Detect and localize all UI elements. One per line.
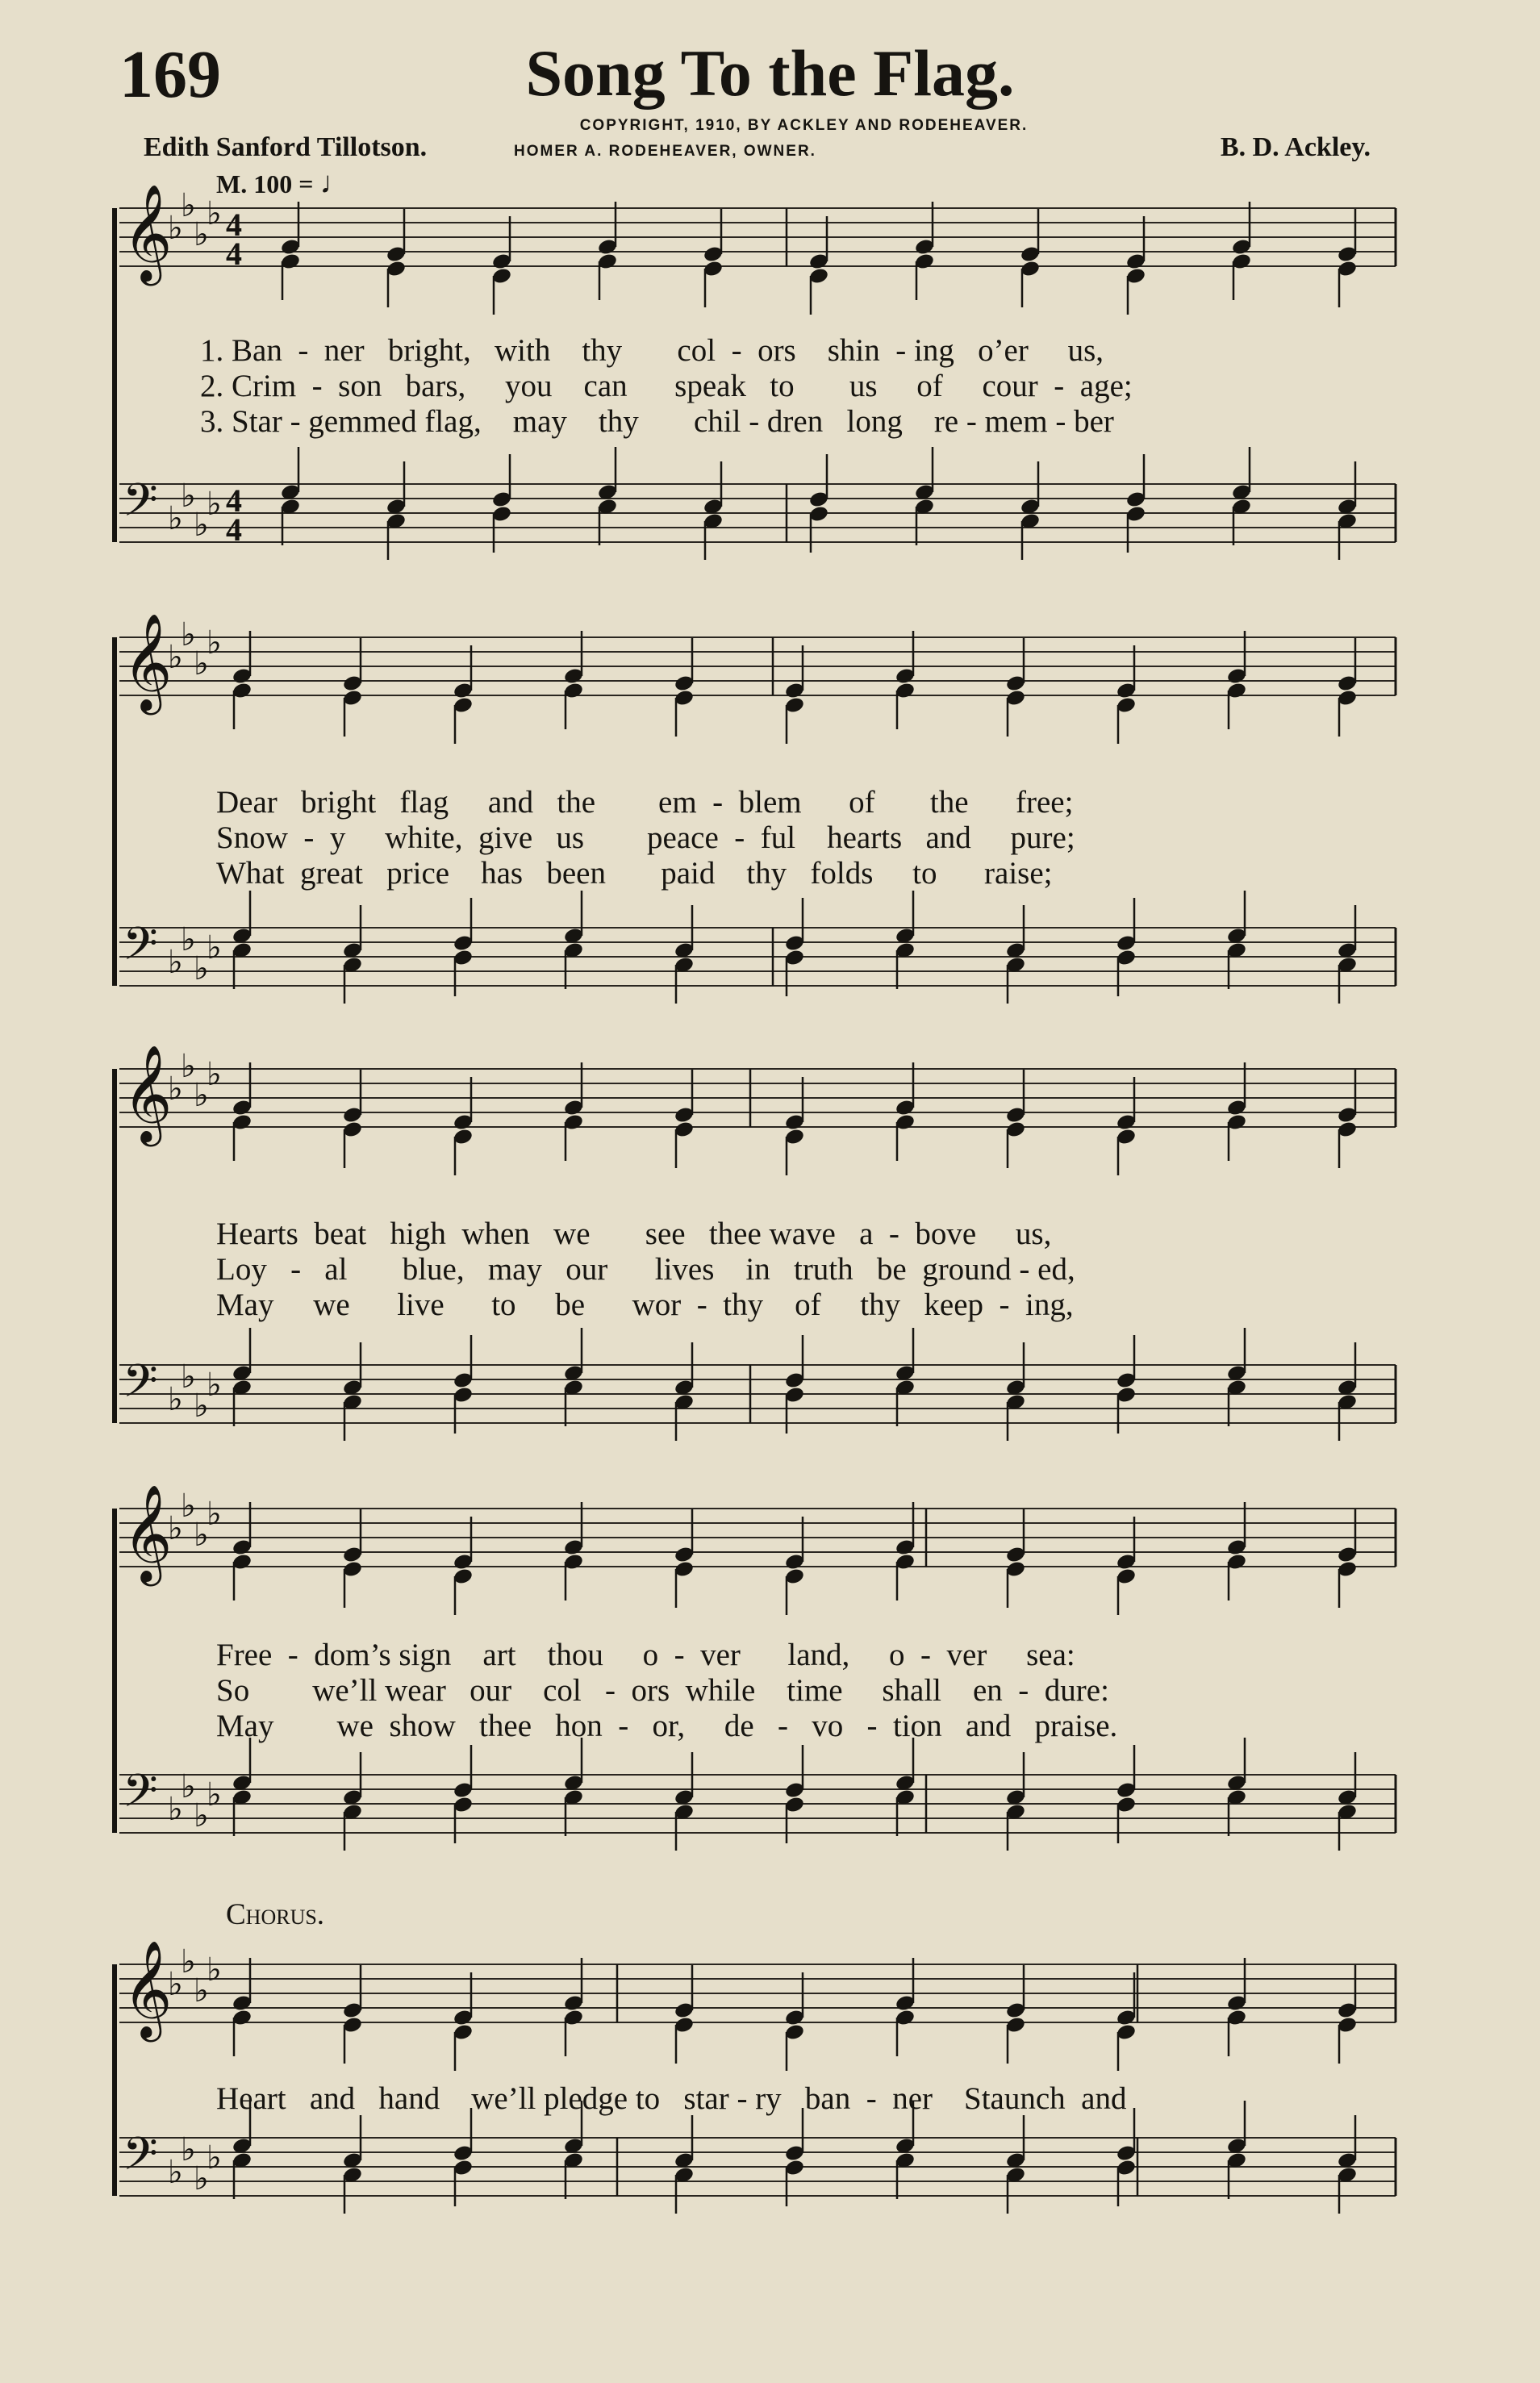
lyricist-name: Edith Sanford Tillotson. <box>144 132 428 162</box>
flat-icon: ♭ <box>168 944 183 981</box>
flat-icon: ♭ <box>207 195 222 232</box>
flat-icon: ♭ <box>207 2139 222 2176</box>
flat-icon: ♭ <box>181 921 196 958</box>
time-signature-bottom: 4 <box>226 236 242 272</box>
flat-icon: ♭ <box>207 1951 222 1989</box>
bass-clef-icon: 𝄢 <box>123 2128 158 2192</box>
lyric-line-verse-1: Heart and hand we’ll pledge to star - ry ban - ner Staunch and <box>216 2081 1127 2116</box>
flat-icon: ♭ <box>181 1768 196 1805</box>
flat-icon: ♭ <box>181 187 196 224</box>
flat-icon: ♭ <box>194 2160 209 2197</box>
flat-icon: ♭ <box>194 1388 209 1425</box>
treble-clef-icon: 𝄞 <box>123 1484 173 1582</box>
flat-icon: ♭ <box>194 950 209 987</box>
bass-clef-icon: 𝄢 <box>123 918 158 982</box>
flat-icon: ♭ <box>168 1381 183 1418</box>
lyric-line-verse-3: 3. Star - gemmed flag, may thy chil - dren long re - mem - ber <box>200 404 1114 439</box>
composer-name: B. D. Ackley. <box>1220 132 1371 162</box>
treble-clef-icon: 𝄞 <box>123 612 173 711</box>
flat-icon: ♭ <box>194 1517 209 1554</box>
flat-icon: ♭ <box>194 216 209 253</box>
flat-icon: ♭ <box>207 1056 222 1093</box>
flat-icon: ♭ <box>168 500 183 537</box>
flat-icon: ♭ <box>194 1972 209 2009</box>
quarter-note-icon: ♩ <box>319 166 351 200</box>
flat-icon: ♭ <box>181 616 196 653</box>
time-signature-bottom: 4 <box>226 511 242 548</box>
chorus-label: Chorus. <box>226 1898 325 1931</box>
lyric-line-verse-1: Dear bright flag and the em - blem of the free; <box>216 785 1074 820</box>
flat-icon: ♭ <box>207 929 222 966</box>
flat-icon: ♭ <box>207 624 222 661</box>
bass-clef-icon: 𝄢 <box>123 1765 158 1829</box>
hymn-number: 169 <box>119 37 221 112</box>
time-signature-top: 4 <box>226 207 242 243</box>
flat-icon: ♭ <box>168 1791 183 1828</box>
flat-icon: ♭ <box>181 2131 196 2168</box>
flat-icon: ♭ <box>207 1367 222 1404</box>
lyric-line-verse-3: May we show thee hon - or, de - vo - tion and praise. <box>216 1709 1118 1743</box>
owner-notice: HOMER A. RODEHEAVER, OWNER. <box>514 143 816 160</box>
flat-icon: ♭ <box>194 1797 209 1834</box>
bass-clef-icon: 𝄢 <box>123 474 158 538</box>
flat-icon: ♭ <box>181 1358 196 1396</box>
flat-icon: ♭ <box>181 1048 196 1085</box>
flat-icon: ♭ <box>181 478 196 515</box>
treble-clef-icon: 𝄞 <box>123 1044 173 1142</box>
flat-icon: ♭ <box>168 2154 183 2191</box>
lyric-line-verse-1: 1. Ban - ner bright, with thy col - ors shin - ing o’er us, <box>200 333 1104 368</box>
lyric-line-verse-3: May we live to be wor - thy of thy keep - ing, <box>216 1287 1074 1322</box>
hymn-title: Song To the Flag. <box>525 36 1015 110</box>
flat-icon: ♭ <box>168 210 183 247</box>
flat-icon: ♭ <box>194 1077 209 1114</box>
flat-icon: ♭ <box>168 639 183 676</box>
flat-icon: ♭ <box>168 1510 183 1547</box>
time-signature-top: 4 <box>226 482 242 519</box>
lyric-line-verse-2: 2. Crim - son bars, you can speak to us of cour - age; <box>200 369 1133 403</box>
flat-icon: ♭ <box>207 486 222 523</box>
flat-icon: ♭ <box>168 1070 183 1108</box>
lyric-line-verse-1: Hearts beat high when we see thee wave a - bove us, <box>216 1217 1052 1251</box>
flat-icon: ♭ <box>194 507 209 544</box>
flat-icon: ♭ <box>207 1496 222 1533</box>
flat-icon: ♭ <box>181 1943 196 1980</box>
lyric-line-verse-2: Snow - y white, give us peace - ful hearts and pure; <box>216 820 1075 855</box>
flat-icon: ♭ <box>181 1488 196 1525</box>
flat-icon: ♭ <box>207 1776 222 1813</box>
tempo-marking: M. 100 = ♩ <box>216 166 351 200</box>
lyric-line-verse-2: So we’ll wear our col - ors while time shall en - dure: <box>216 1673 1109 1708</box>
treble-clef-icon: 𝄞 <box>123 183 173 282</box>
treble-clef-icon: 𝄞 <box>123 1939 173 2038</box>
bass-clef-icon: 𝄢 <box>123 1355 158 1419</box>
lyric-line-verse-2: Loy - al blue, may our lives in truth be ground - ed, <box>216 1252 1075 1287</box>
flat-icon: ♭ <box>194 645 209 682</box>
lyric-line-verse-1: Free - dom’s sign art thou o - ver land, o - ver sea: <box>216 1638 1075 1672</box>
lyric-line-verse-3: What great price has been paid thy folds to raise; <box>216 856 1053 891</box>
flat-icon: ♭ <box>168 1966 183 2003</box>
copyright-notice: COPYRIGHT, 1910, BY ACKLEY AND RODEHEAVER. <box>579 117 1029 134</box>
